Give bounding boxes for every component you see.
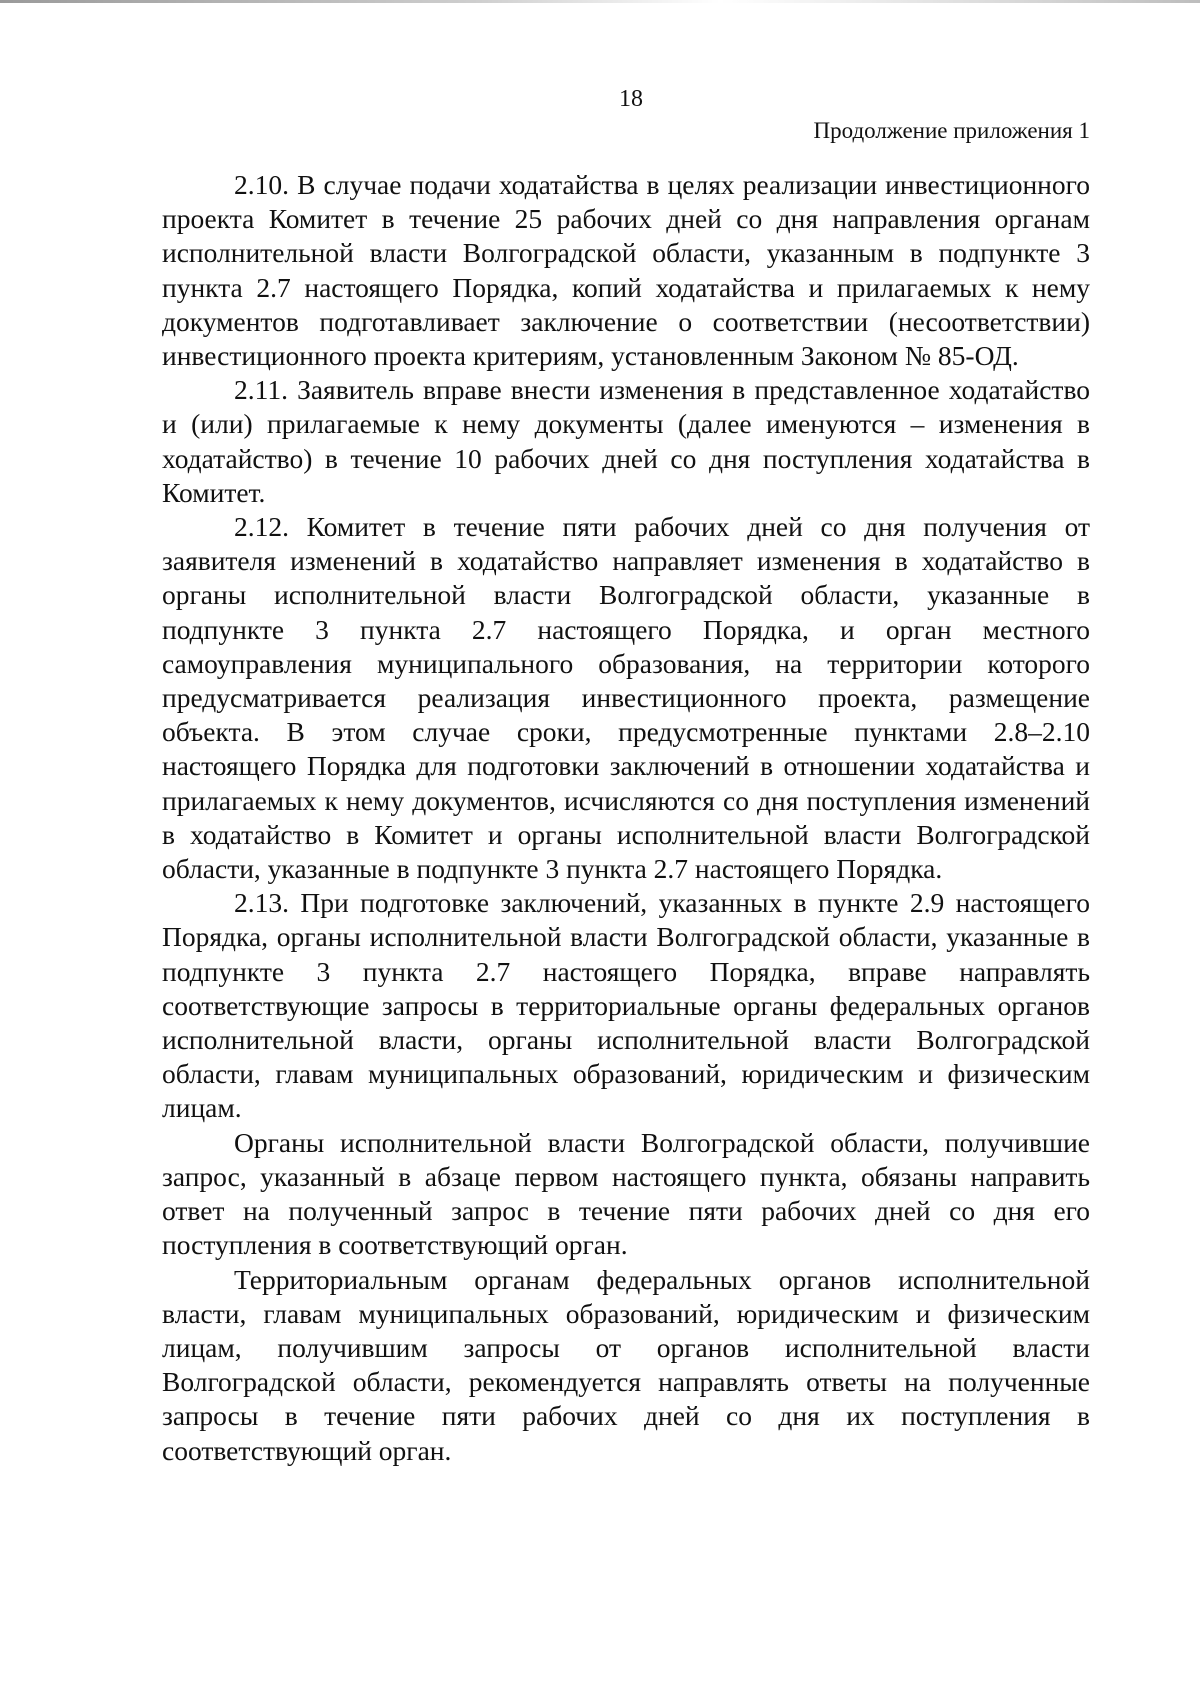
document-body (162, 168, 1090, 1468)
page-number: 18 (619, 86, 643, 112)
paragraph-2-10: 2.10. В случае подачи ходатайства в целях реализации инвестиционного проекта Комитет в течение 25 рабочих дней со дня направления органам исполнительной власти Волгоградской области, указанным в подпункте 3 пункта 2.7 настоящего Порядка, копий ходатайства и прилагаемых к нему документов подготавливает заключение о соответствии (несоответствии) инвестиционного проекта критериям, установленным Законом № 85-ОД. (162, 169, 1090, 372)
paragraph-2-12: 2.12. Комитет в течение пяти рабочих дней со дня получения от заявителя изменений в ходатайство направляет изменения в ходатайство в органы исполнительной власти Волгоградской области, указанные в подпункте 3 пункта 2.7 настоящего Порядка, и орган местного самоуправления муниципального образования, на территории которого предусматривается реализация инвестиционного проекта, размещение объекта. В этом случае сроки, предусмотренные пунктами 2.8–2.10 настоящего Порядка для подготовки заключений в отношении ходатайства и прилагаемых к нему документов, исчисляются со дня поступления изменений в ходатайство в Комитет и органы исполнительной власти Волгоградской области, указанные в подпункте 3 пункта 2.7 настоящего Порядка. (162, 511, 1090, 885)
scan-top-edge (0, 0, 1200, 3)
paragraph-2-13-recommendation: Территориальным органам федеральных органов исполнительной власти, главам муниципальных образований, юридическим и физическим лицам, получившим запросы от органов исполнительной власти Волгоградской области, рекомендуется направлять ответы на полученные запросы в течение пяти рабочих дней со дня их поступления в соответствующий орган. (162, 1263, 1090, 1466)
paragraph-2-11: 2.11. Заявитель вправе внести изменения в представленное ходатайство и (или) прилагаемые к нему документы (далее именуются – изменения в ходатайство) в течение 10 рабочих дней со дня поступления ходатайства в Комитет. (162, 374, 1090, 508)
appendix-continuation-label: Продолжение приложения 1 (813, 118, 1090, 143)
paragraph-2-13-response: Органы исполнительной власти Волгоградской области, получившие запрос, указанный в абзаце первом настоящего пункта, обязаны направить ответ на полученный запрос в течение пяти рабочих дней со дня его поступления в соответствующий орган. (162, 1126, 1090, 1261)
paragraph-2-13: 2.13. При подготовке заключений, указанных в пункте 2.9 настоящего Порядка, органы исполнительной власти Волгоградской области, указанные в подпункте 3 пункта 2.7 настоящего Порядка, вправе направлять соответствующие запросы в территориальные органы федеральных органов исполнительной власти, органы исполнительной власти Волгоградской области, главам муниципальных образований, юридическим и физическим лицам. (162, 887, 1090, 1124)
